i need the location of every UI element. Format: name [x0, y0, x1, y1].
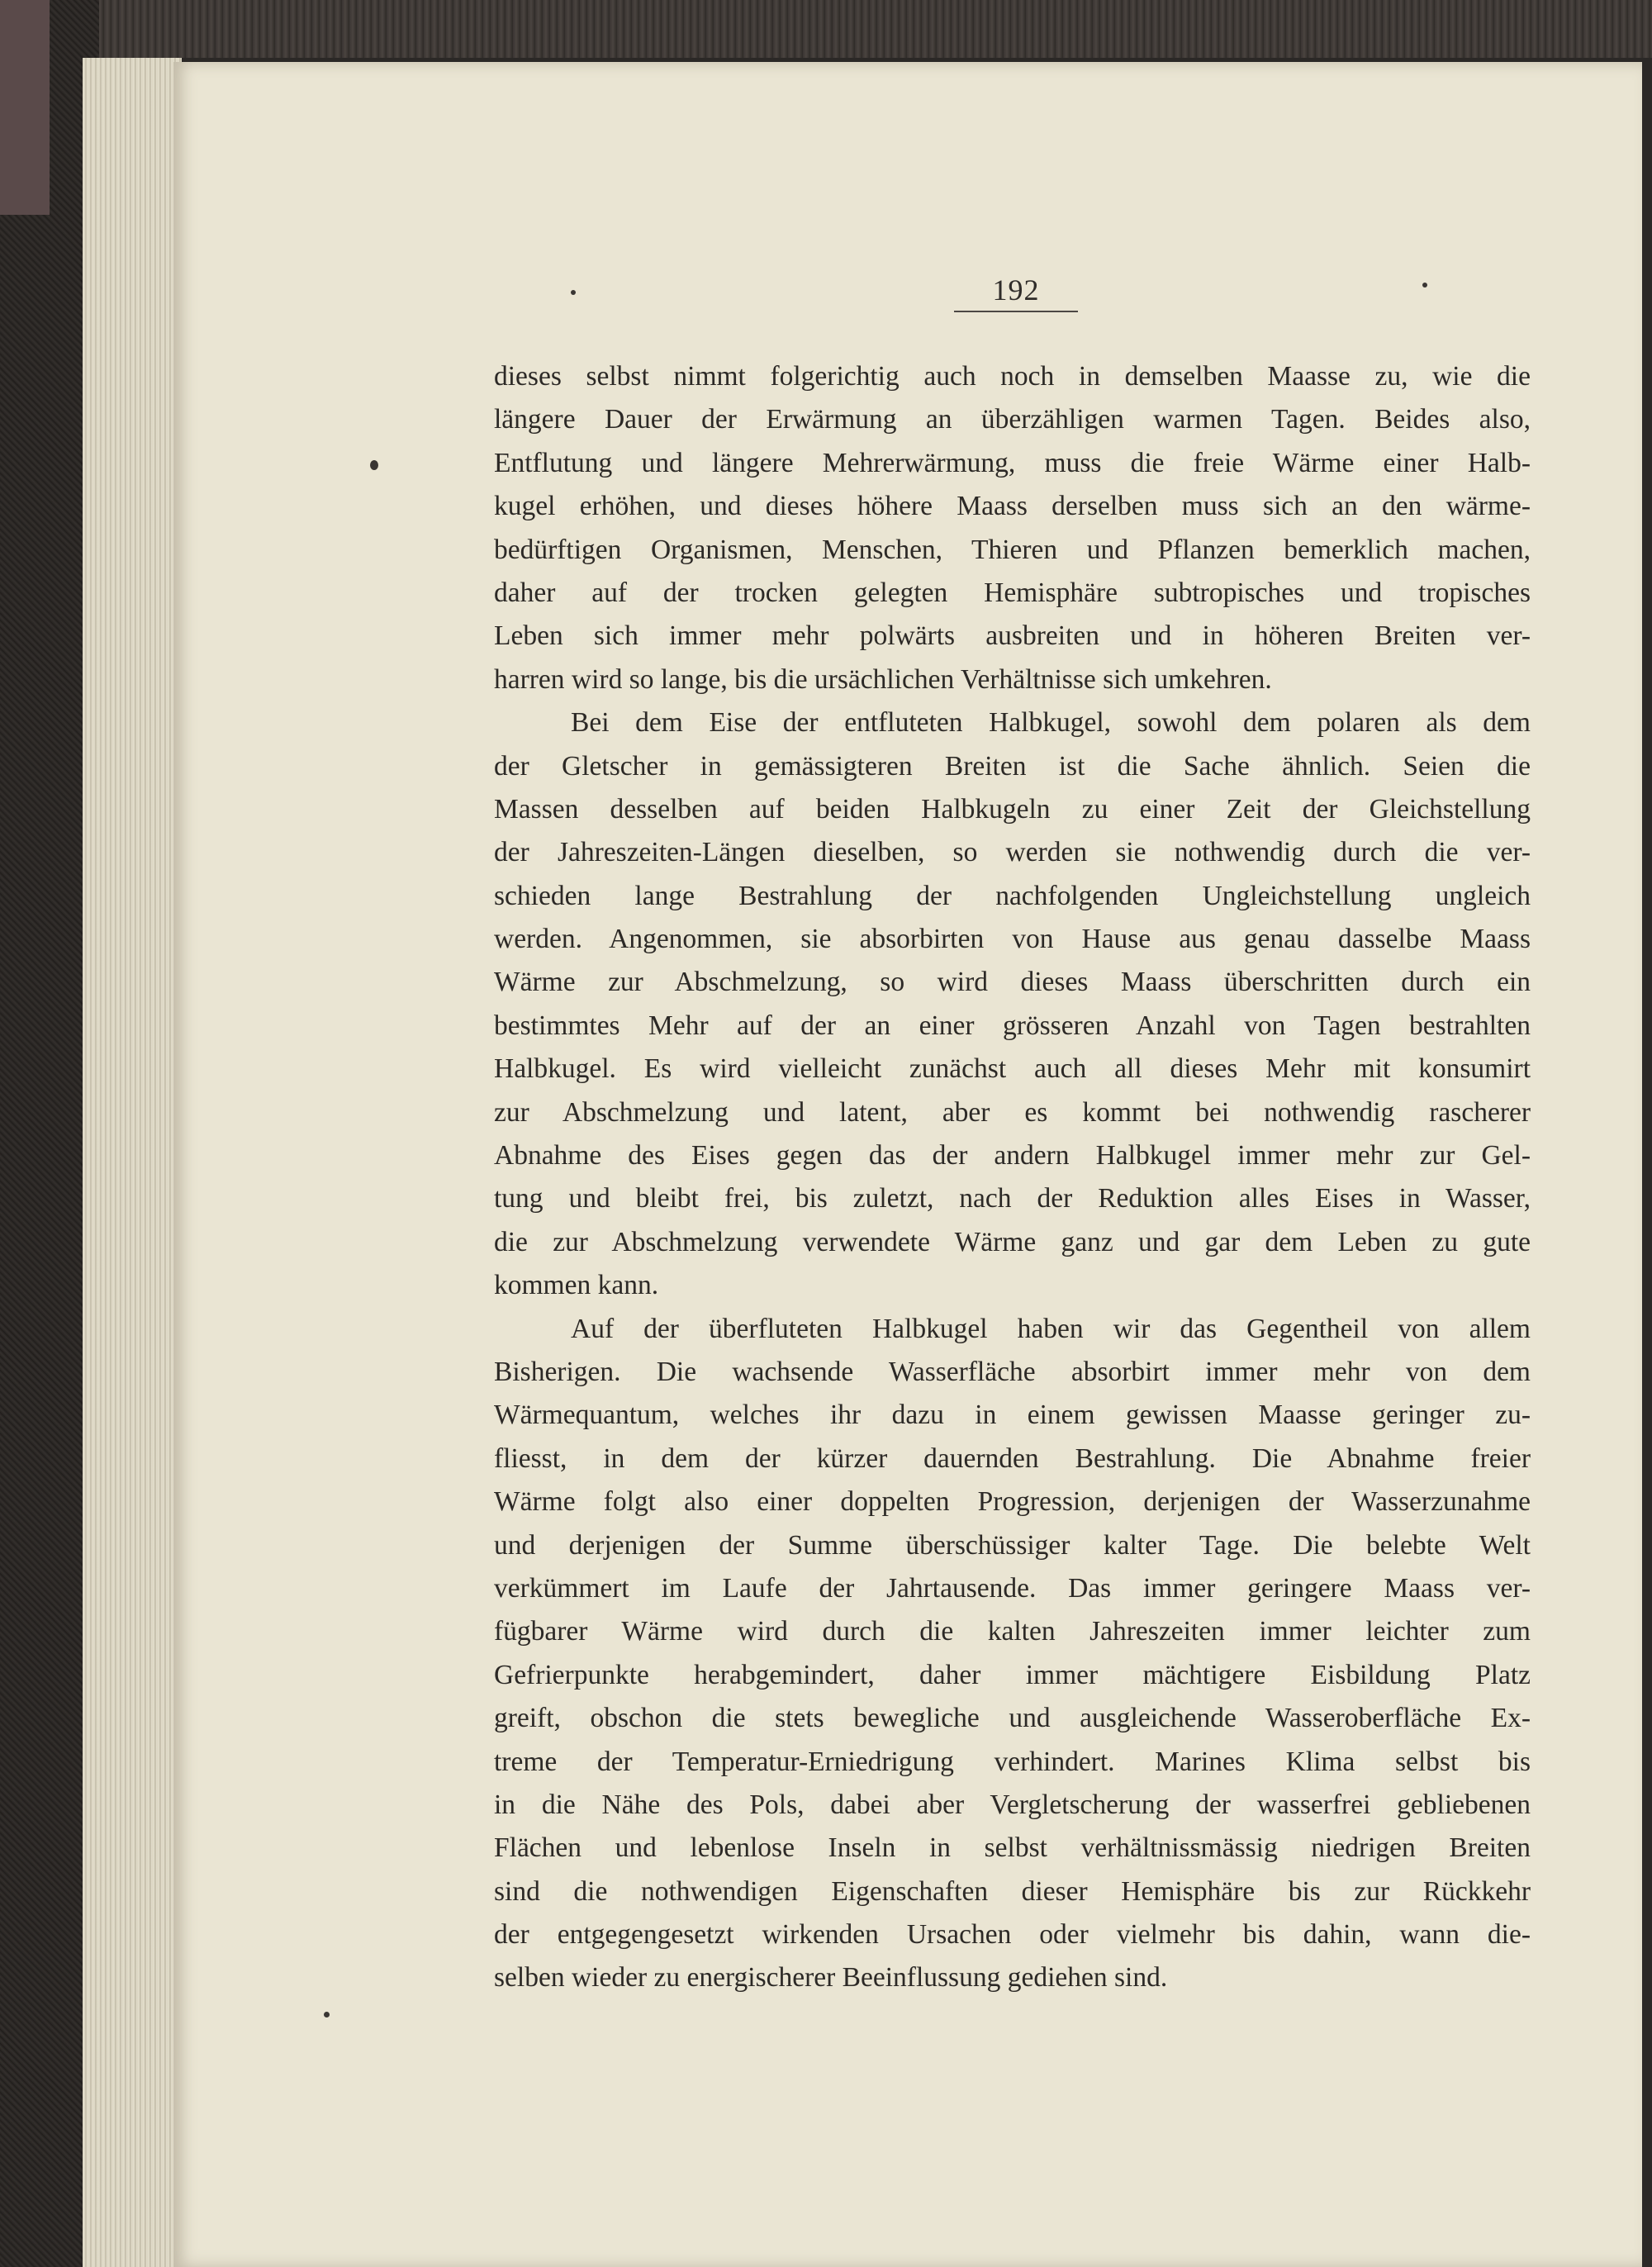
text-line: zur Abschmelzung und latent, aber es kommt bei nothwendig rascherer [494, 1096, 1531, 1128]
ink-speck [324, 2012, 330, 2017]
cover-corner [0, 0, 50, 215]
text-line: Auf der überfluteten Halbkugel haben wir das Gegentheil von allem [571, 1313, 1531, 1344]
text-line: daher auf der trocken gelegten Hemisphäre subtropisches und tropisches [494, 577, 1531, 608]
text-line: Wärmequantum, welches ihr dazu in einem gewissen Maasse geringer zu- [494, 1400, 1531, 1431]
page-edges [83, 58, 182, 2267]
text-line: verkümmert im Laufe der Jahrtausende. Das immer geringere Maass ver- [494, 1572, 1531, 1604]
text-line: der entgegengesetzt wirkenden Ursachen oder vielmehr bis dahin, wann die- [494, 1919, 1531, 1951]
text-line: Abnahme des Eises gegen das der andern Halbkugel immer mehr zur Gel- [494, 1140, 1531, 1172]
text-line: fügbarer Wärme wird durch die kalten Jahreszeiten immer leichter zum [494, 1616, 1531, 1647]
text-line: längere Dauer der Erwärmung an überzähligen warmen Tagen. Beides also, [494, 404, 1531, 435]
text-line: der Jahreszeiten-Längen dieselben, so werden sie nothwendig durch die ver- [494, 837, 1531, 868]
text-line: selben wieder zu energischerer Beeinflussung gediehen sind. [494, 1962, 1168, 1994]
text-line: fliesst, in dem der kürzer dauernden Bestrahlung. Die Abnahme freier [494, 1442, 1531, 1474]
text-line: Bei dem Eise der entfluteten Halbkugel, sowohl dem polaren als dem [571, 707, 1531, 739]
text-line: harren wird so lange, bis die ursächlichen Verhältnisse sich umkehren. [494, 663, 1272, 695]
text-line: tung und bleibt frei, bis zuletzt, nach der Reduktion alles Eises in Wasser, [494, 1183, 1531, 1214]
body-text [494, 355, 1531, 2000]
text-line: bedürftigen Organismen, Menschen, Thieren und Pflanzen bemerklich machen, [494, 534, 1531, 565]
text-line: dieses selbst nimmt folgerichtig auch noch in demselben Maasse zu, wie die [494, 361, 1531, 392]
text-line: Massen desselben auf beiden Halbkugeln zu einer Zeit der Gleichstellung [494, 793, 1531, 825]
text-line: sind die nothwendigen Eigenschaften dieser Hemisphäre bis zur Rückkehr [494, 1875, 1531, 1907]
text-line: bestimmtes Mehr auf der an einer grösseren Anzahl von Tagen bestrahlten [494, 1010, 1531, 1041]
book-cover-top [0, 0, 1652, 58]
ink-speck [571, 290, 576, 295]
text-line: Gefrierpunkte herabgemindert, daher immer mächtigere Eisbildung Platz [494, 1659, 1531, 1690]
text-line: und derjenigen der Summe überschüssiger kalter Tage. Die belebte Welt [494, 1529, 1531, 1561]
text-line: Halbkugel. Es wird vielleicht zunächst auch all dieses Mehr mit konsumirt [494, 1053, 1531, 1085]
ink-speck [370, 460, 378, 470]
text-line: werden. Angenommen, sie absorbirten von Hause aus genau dasselbe Maass [494, 924, 1531, 955]
ink-speck [1422, 283, 1427, 288]
text-line: Wärme folgt also einer doppelten Progression, derjenigen der Wasserzunahme [494, 1486, 1531, 1518]
text-line: der Gletscher in gemässigteren Breiten ist die Sache ähnlich. Seien die [494, 750, 1531, 782]
text-line: Flächen und lebenlose Inseln in selbst verhältnissmässig niedrigen Breiten [494, 1832, 1531, 1864]
text-line: schieden lange Bestrahlung der nachfolgenden Ungleichstellung ungleich [494, 880, 1531, 911]
text-line: Bisherigen. Die wachsende Wasserfläche absorbirt immer mehr von dem [494, 1356, 1531, 1387]
text-line: Entflutung und längere Mehrerwärmung, muss die freie Wärme einer Halb- [494, 447, 1531, 478]
text-line: Leben sich immer mehr polwärts ausbreiten und in höheren Breiten ver- [494, 620, 1531, 652]
text-line: treme der Temperatur-Erniedrigung verhindert. Marines Klima selbst bis [494, 1746, 1531, 1777]
text-line: kommen kann. [494, 1270, 659, 1301]
text-line: greift, obschon die stets bewegliche und ausgleichende Wasseroberfläche Ex- [494, 1703, 1531, 1734]
text-line: Wärme zur Abschmelzung, so wird dieses Maass überschritten durch ein [494, 967, 1531, 998]
page-number-rule [954, 311, 1078, 312]
page-number: 192 [992, 273, 1040, 307]
text-line: die zur Abschmelzung verwendete Wärme ganz und gar dem Leben zu gute [494, 1226, 1531, 1257]
text-line: in die Nähe des Pols, dabei aber Vergletscherung der wasserfrei gebliebenen [494, 1789, 1531, 1820]
text-line: kugel erhöhen, und dieses höhere Maass derselben muss sich an den wärme- [494, 491, 1531, 522]
